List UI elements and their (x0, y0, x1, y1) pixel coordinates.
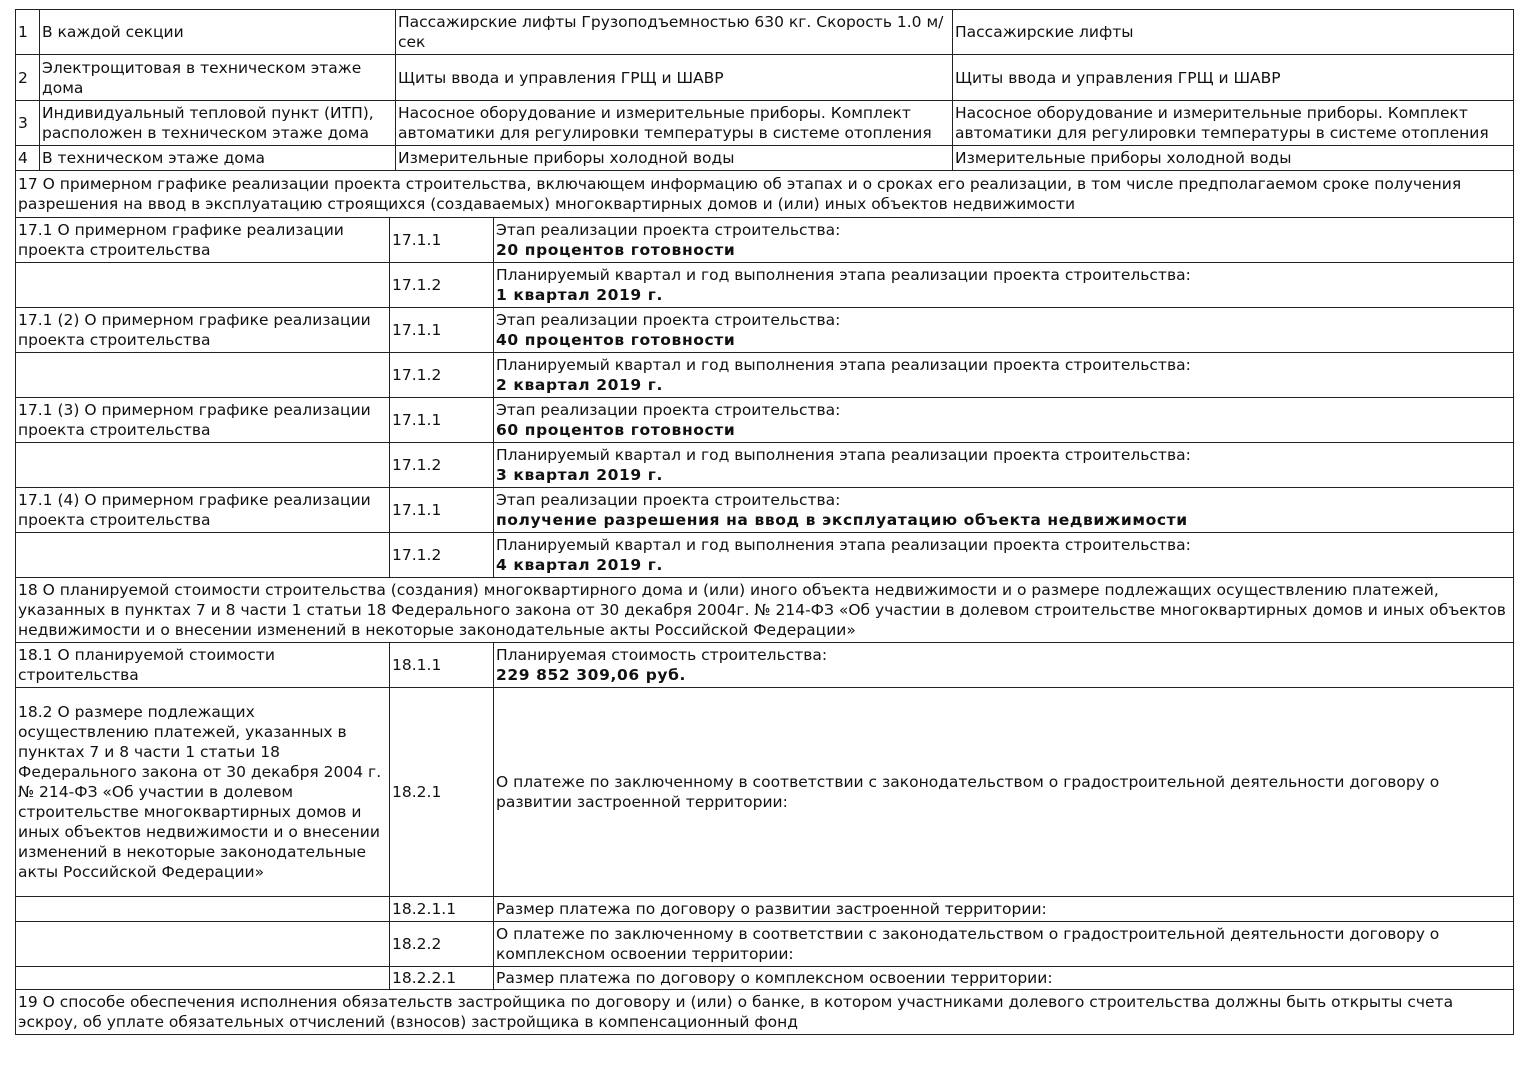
table-row (16, 967, 1514, 990)
quarter-value: 3 квартал 2019 г. (496, 466, 663, 484)
quarter-value: 1 квартал 2019 г. (496, 286, 663, 304)
payment-code: 18.2.2.1 (390, 967, 494, 990)
equipment-cell: Пассажирские лифты Грузоподъемностью 630 кг. Скорость 1.0 м/сек (396, 10, 953, 55)
stage-title: 17.1 (4) О примерном графике реализации проекта строительства (16, 488, 390, 533)
stage-value: получение разрешения на ввод в эксплуатацию объекта недвижимости (496, 511, 1188, 529)
stage-title: 17.1 (2) О примерном графике реализации проекта строительства (16, 308, 390, 353)
cost-title: 18.1 О планируемой стоимости строительства (16, 643, 390, 688)
payment-code: 18.2.1 (390, 688, 494, 897)
stage-value: 60 процентов готовности (496, 421, 736, 439)
section-header-row (16, 990, 1514, 1035)
table-row (16, 353, 1514, 398)
stage-cell (494, 308, 1514, 353)
quarter-cell (494, 533, 1514, 578)
equipment-cell: Щиты ввода и управления ГРЩ и ШАВР (396, 55, 953, 101)
payment-code: 18.2.1.1 (390, 897, 494, 922)
payment-text: Размер платежа по договору о комплексном освоении территории: (494, 967, 1514, 990)
empty-cell (16, 922, 390, 967)
stage-cell (494, 488, 1514, 533)
quarter-code: 17.1.2 (390, 533, 494, 578)
stage-code: 17.1.1 (390, 488, 494, 533)
quarter-label: Планируемый квартал и год выполнения этапа реализации проекта строительства: (496, 446, 1191, 464)
table-row (16, 443, 1514, 488)
quarter-label: Планируемый квартал и год выполнения этапа реализации проекта строительства: (496, 266, 1191, 284)
stage-cell (494, 398, 1514, 443)
location-cell: Индивидуальный тепловой пункт (ИТП), расположен в техническом этаже дома (40, 101, 396, 146)
table-row (16, 55, 1514, 101)
stage-code: 17.1.1 (390, 218, 494, 263)
table-row (16, 101, 1514, 146)
stage-value: 20 процентов готовности (496, 241, 736, 259)
quarter-cell (494, 263, 1514, 308)
table-row (16, 263, 1514, 308)
table-row (16, 308, 1514, 353)
quarter-value: 4 квартал 2019 г. (496, 556, 663, 574)
empty-cell (16, 897, 390, 922)
table-row (16, 688, 1514, 897)
table-row (16, 10, 1514, 55)
table-row (16, 218, 1514, 263)
table-row (16, 897, 1514, 922)
section-19-header: 19 О способе обеспечения исполнения обязательств застройщика по договору и (или) о банке, в котором участниками долевого строительства должны быть открыты счета эскроу, об уплате обязательных отчислений (взносов) застройщика в компенсационный фонд (16, 990, 1514, 1035)
purpose-cell: Щиты ввода и управления ГРЩ и ШАВР (953, 55, 1514, 101)
quarter-label: Планируемый квартал и год выполнения этапа реализации проекта строительства: (496, 356, 1191, 374)
equipment-table (15, 9, 1514, 171)
stage-code: 17.1.1 (390, 308, 494, 353)
stage-label: Этап реализации проекта строительства: (496, 491, 841, 509)
stage-label: Этап реализации проекта строительства: (496, 311, 841, 329)
quarter-cell (494, 443, 1514, 488)
row-number: 1 (16, 10, 40, 55)
payment-text: Размер платежа по договору о развитии застроенной территории: (494, 897, 1514, 922)
purpose-cell: Пассажирские лифты (953, 10, 1514, 55)
section-header-row (16, 578, 1514, 643)
row-number: 3 (16, 101, 40, 146)
payment-code: 18.2.2 (390, 922, 494, 967)
cost-label: Планируемая стоимость строительства: (496, 646, 828, 664)
purpose-cell: Измерительные приборы холодной воды (953, 146, 1514, 171)
table-row (16, 643, 1514, 688)
quarter-cell (494, 353, 1514, 398)
table-row (16, 533, 1514, 578)
table-row (16, 146, 1514, 171)
table-row (16, 488, 1514, 533)
stage-code: 17.1.1 (390, 398, 494, 443)
quarter-label: Планируемый квартал и год выполнения этапа реализации проекта строительства: (496, 536, 1191, 554)
project-info-table (15, 170, 1514, 1035)
stage-cell (494, 218, 1514, 263)
cost-cell (494, 643, 1514, 688)
quarter-code: 17.1.2 (390, 263, 494, 308)
empty-cell (16, 263, 390, 308)
table-row (16, 922, 1514, 967)
empty-cell (16, 353, 390, 398)
section-17-header: 17 О примерном графике реализации проекта строительства, включающем информацию об этапах и о сроках его реализации, в том числе предполагаемом сроке получения разрешения на ввод в эксплуатацию строящихся (создаваемых) многоквартирных домов и (или) иных объектов недвижимости (16, 171, 1514, 218)
section-header-row (16, 171, 1514, 218)
quarter-code: 17.1.2 (390, 353, 494, 398)
table-row (16, 398, 1514, 443)
location-cell: В техническом этаже дома (40, 146, 396, 171)
payment-text: О платеже по заключенному в соответствии с законодательством о градостроительной деятельности договору о развитии застроенной территории: (494, 688, 1514, 897)
empty-cell (16, 533, 390, 578)
empty-cell (16, 967, 390, 990)
section-18-header: 18 О планируемой стоимости строительства (создания) многоквартирного дома и (или) иного объекта недвижимости и о размере подлежащих осуществлению платежей, указанных в пунктах 7 и 8 части 1 статьи 18 Федерального закона от 30 декабря 2004г. № 214-ФЗ «Об участии в долевом строительстве многоквартирных домов и иных объектов недвижимости и о внесении изменений в некоторые законодательные акты Российской Федерации» (16, 578, 1514, 643)
row-number: 2 (16, 55, 40, 101)
equipment-cell: Насосное оборудование и измерительные приборы. Комплект автоматики для регулировки температуры в системе отопления (396, 101, 953, 146)
stage-title: 17.1 (3) О примерном графике реализации проекта строительства (16, 398, 390, 443)
stage-value: 40 процентов готовности (496, 331, 736, 349)
row-number: 4 (16, 146, 40, 171)
cost-code: 18.1.1 (390, 643, 494, 688)
quarter-value: 2 квартал 2019 г. (496, 376, 663, 394)
payments-title: 18.2 О размере подлежащих осуществлению платежей, указанных в пунктах 7 и 8 части 1 статьи 18 Федерального закона от 30 декабря 2004 г. № 214-ФЗ «Об участии в долевом строительстве многоквартирных домов и иных объектов недвижимости и о внесении изменений в некоторые законодательные акты Российской Федерации» (16, 688, 390, 897)
stage-label: Этап реализации проекта строительства: (496, 401, 841, 419)
equipment-cell: Измерительные приборы холодной воды (396, 146, 953, 171)
payment-text: О платеже по заключенному в соответствии с законодательством о градостроительной деятельности договору о комплексном освоении территории: (494, 922, 1514, 967)
purpose-cell: Насосное оборудование и измерительные приборы. Комплект автоматики для регулировки температуры в системе отопления (953, 101, 1514, 146)
location-cell: Электрощитовая в техническом этаже дома (40, 55, 396, 101)
stage-title: 17.1 О примерном графике реализации проекта строительства (16, 218, 390, 263)
quarter-code: 17.1.2 (390, 443, 494, 488)
stage-label: Этап реализации проекта строительства: (496, 221, 841, 239)
cost-value: 229 852 309,06 руб. (496, 666, 687, 684)
location-cell: В каждой секции (40, 10, 396, 55)
empty-cell (16, 443, 390, 488)
